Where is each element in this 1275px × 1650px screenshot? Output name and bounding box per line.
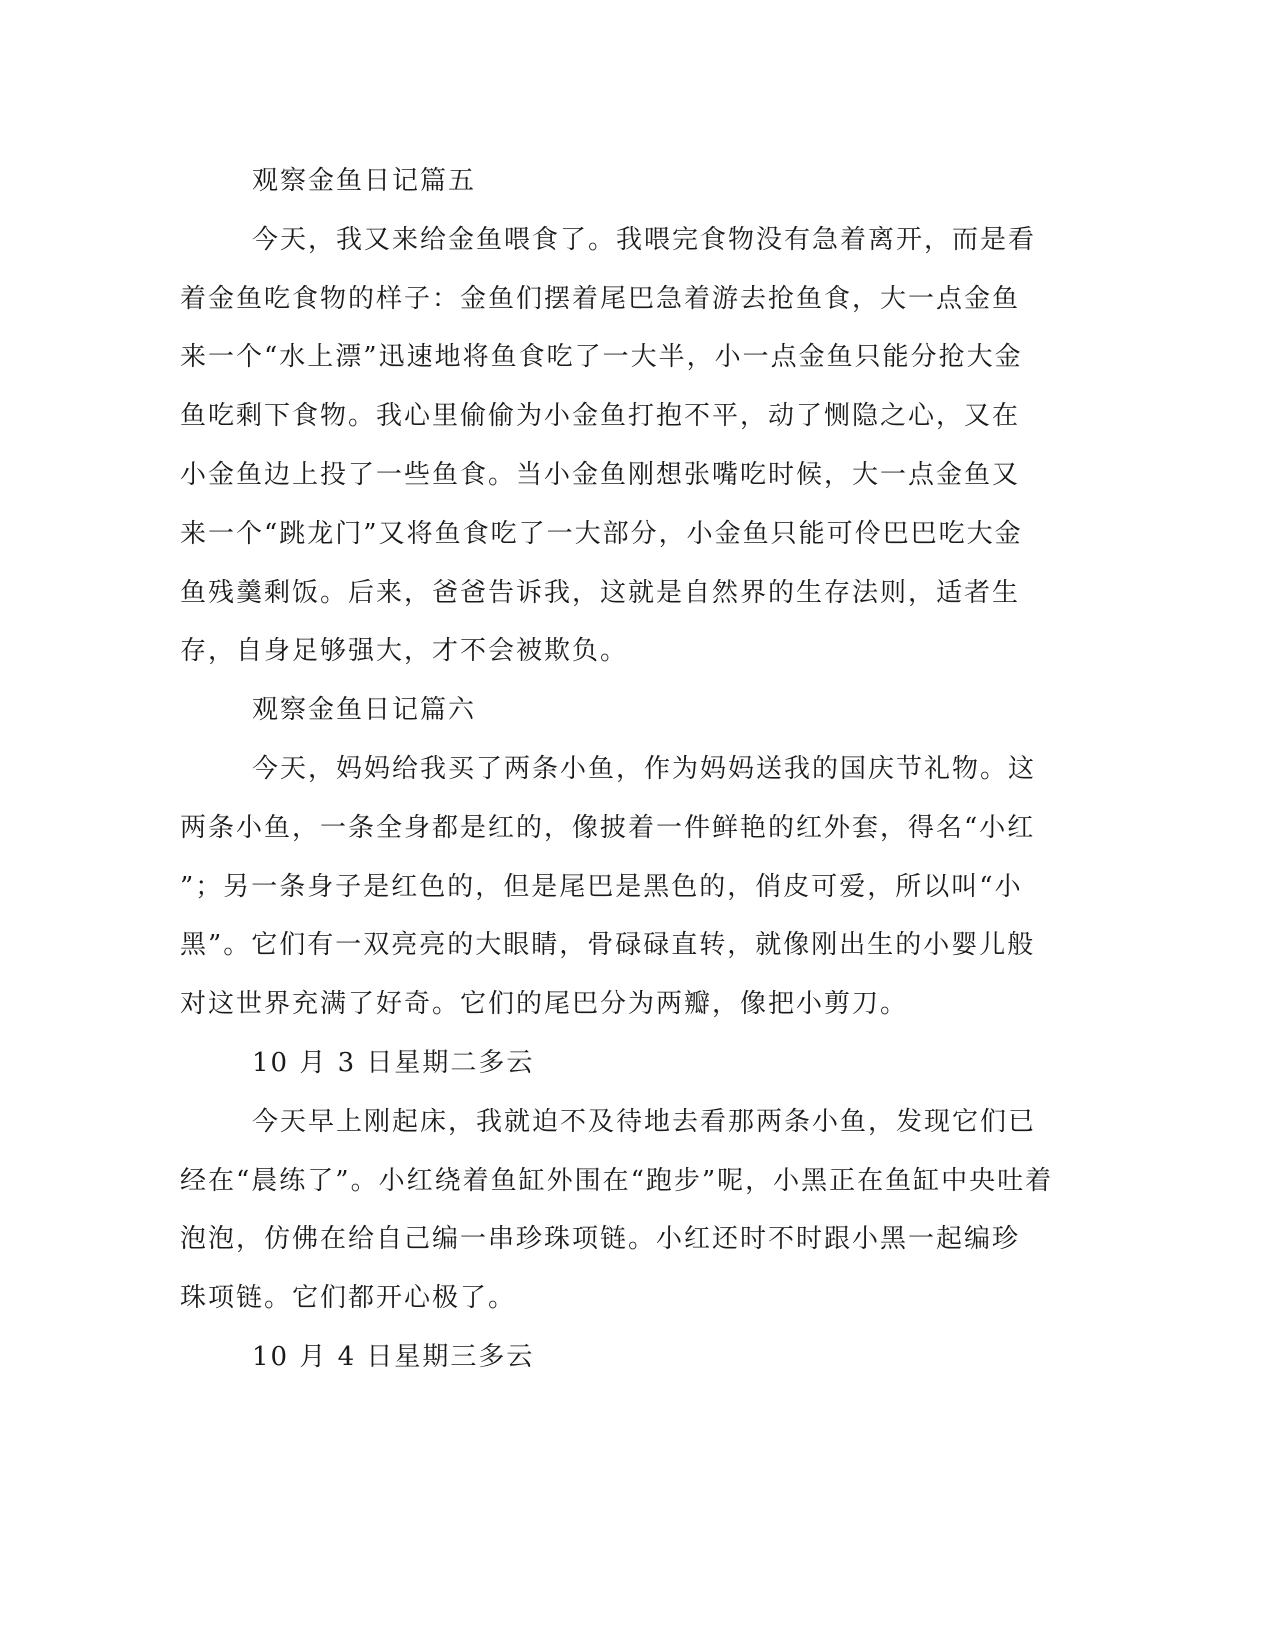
paragraph-line: 经在“晨练了”。小红绕着鱼缸外围在“跑步”呢，小黑正在鱼缸中央吐着 <box>180 1165 1054 1196</box>
paragraph-line: 小金鱼边上投了一些鱼食。当小金鱼刚想张嘴吃时候，大一点金鱼又 <box>180 459 1021 490</box>
paragraph-line: 着金鱼吃食物的样子：金鱼们摆着尾巴急着游去抢鱼食，大一点金鱼 <box>180 283 1021 314</box>
paragraph-line: 泡泡，仿佛在给自己编一串珍珠项链。小红还时不时跟小黑一起编珍 <box>180 1224 1021 1255</box>
section-heading: 观察金鱼日记篇五 <box>252 166 477 196</box>
date-heading: 10 月 4 日星期三多云 <box>252 1341 535 1372</box>
paragraph-line: 两条小鱼，一条全身都是红的，像披着一件鲜艳的红外套，得名“小红 <box>180 812 1036 843</box>
paragraph-line: 今天，我又来给金鱼喂食了。我喂完食物没有急着离开，而是看 <box>252 224 1037 255</box>
paragraph-line: 对这世界充满了好奇。它们的尾巴分为两瓣，像把小剪刀。 <box>180 989 909 1020</box>
paragraph-line: ”；另一条身子是红色的，但是尾巴是黑色的，俏皮可爱，所以叫“小 <box>180 871 1023 902</box>
paragraph-line: 今天早上刚起床，我就迫不及待地去看那两条小鱼，发现它们已 <box>252 1106 1037 1137</box>
paragraph-line: 来一个“水上漂”迅速地将鱼食吃了一大半，小一点金鱼只能分抢大金 <box>180 342 1023 373</box>
section-heading: 观察金鱼日记篇六 <box>252 695 477 726</box>
paragraph-line: 珠项链。它们都开心极了。 <box>180 1283 517 1314</box>
paragraph-line: 鱼残羹剩饭。后来，爸爸告诉我，这就是自然界的生存法则，适者生 <box>180 577 1021 608</box>
paragraph-line: 存，自身足够强大，才不会被欺负。 <box>180 636 629 667</box>
date-heading: 10 月 3 日星期二多云 <box>252 1047 535 1078</box>
document-body <box>180 152 1054 1387</box>
paragraph-line: 来一个“跳龙门”又将鱼食吃了一大部分，小金鱼只能可伶巴巴吃大金 <box>180 518 1023 549</box>
paragraph-line: 鱼吃剩下食物。我心里偷偷为小金鱼打抱不平，动了恻隐之心，又在 <box>180 401 1021 432</box>
paragraph-line: 今天，妈妈给我买了两条小鱼，作为妈妈送我的国庆节礼物。这 <box>252 753 1037 784</box>
paragraph-line: 黑”。它们有一双亮亮的大眼睛，骨碌碌直转，就像刚出生的小婴儿般 <box>180 930 1036 961</box>
